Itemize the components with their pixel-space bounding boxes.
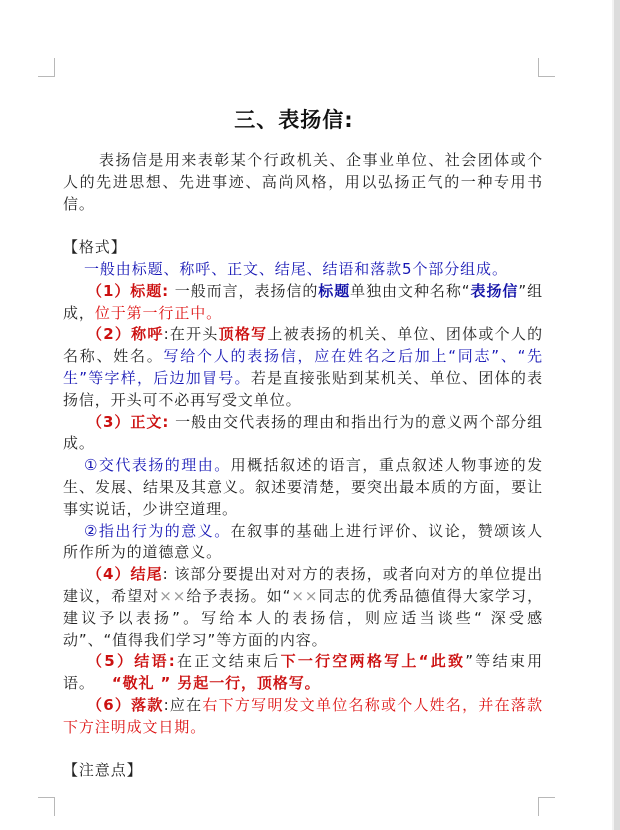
text-run: 一般而言，表扬信的	[169, 281, 319, 300]
section-label: （4）结尾	[87, 565, 163, 584]
page-title: 三、表扬信:	[234, 108, 354, 132]
text-run: ”组成，	[63, 281, 543, 322]
text-run: :应在	[163, 695, 203, 714]
format-summary: 一般由标题、称呼、正文、结尾、结语和落款5个部分组成。	[84, 259, 508, 278]
text-run: 位于第一行正中。	[94, 303, 223, 322]
section-ending	[63, 564, 543, 651]
section-body	[63, 412, 543, 456]
margin-corner-top-right	[538, 58, 555, 77]
text-run: : 该部分要提出对对方的表扬，或者向对方的单位提出建议，希望对	[63, 565, 544, 605]
blank-line	[63, 739, 543, 761]
section-label: （3）正文:	[87, 412, 170, 431]
text-run: 在叙事的基础上进行评价、议论，赞颂该人所作所为的道德意义。	[63, 521, 543, 562]
text-run: 用概括叙述的语言，重点叙述人物事迹的发生、发展、结果及其意义。叙述要清楚，要突出最本质的方面，要让事实说话，少讲空道理。	[63, 456, 543, 518]
text-run: 标题	[318, 281, 351, 300]
placeholder-mark: ××	[291, 586, 319, 605]
text-run: 单独由文种名称“	[350, 281, 471, 300]
text-run: 若是直接张贴到某机关、单位、团体的表扬信，开头可不必再写受文单位。	[63, 368, 544, 409]
section-closing	[63, 651, 543, 695]
text-run: “敬礼 ” 另起一行，顶格写。	[111, 674, 321, 693]
blank-line	[63, 215, 543, 237]
intro-paragraph: 表扬信是用来表彰某个行政机关、企事业单位、社会团体或个人的先进思想、先进事迹、高尚风格，用以弘扬正气的一种专用书信。	[63, 151, 543, 213]
text-run: 顶格写	[218, 325, 268, 344]
margin-corner-bottom-right	[538, 797, 555, 816]
margin-corner-top-left	[38, 58, 55, 77]
text-run: 下一行空两格写上“此致	[280, 652, 466, 671]
text-run: 一般由交代表扬的理由和指出行为的意义两个部分组成。	[63, 412, 543, 453]
text-run: :在开头	[163, 325, 219, 344]
section-label: （6）落款	[87, 695, 164, 714]
notes-heading: 【注意点】	[63, 761, 143, 780]
text-run: ”等结束用语。	[63, 652, 543, 693]
section-title	[63, 281, 543, 325]
body-point-2	[63, 521, 543, 565]
section-label: （1）标题:	[87, 281, 170, 300]
section-label: （5）结语:	[87, 652, 176, 671]
text-run: 写给个人的表扬信，应在姓名之后加上“同志”、“先生”等字样，后边加冒号。	[63, 347, 543, 387]
margin-corner-bottom-left	[38, 797, 55, 816]
section-salutation	[63, 324, 543, 411]
vertical-scrollbar[interactable]	[614, 0, 620, 830]
body-point-1	[63, 455, 543, 520]
text-run: 上被表扬的机关、单位、团体或个人的名称、姓名。	[63, 325, 544, 366]
point-label: ②指出行为的意义。	[84, 521, 231, 540]
document-body	[63, 150, 543, 782]
text-run: 在正文结束后	[175, 652, 281, 671]
point-label: ①交代表扬的理由。	[84, 456, 231, 475]
text-run: 右下方写明发文单位名称或个人姓名，并在落款下方注明成文日期。	[63, 695, 544, 736]
text-run: 表扬信	[470, 281, 519, 300]
section-label: （2）称呼	[87, 325, 164, 344]
text-run: 给予表扬。如“	[186, 586, 292, 605]
section-signature	[63, 695, 543, 739]
placeholder-mark: ××	[159, 586, 187, 605]
format-heading: 【格式】	[63, 238, 127, 257]
text-run: 同志的优秀品德值得大家学习，建议予以表扬”。写给本人的表扬信，则应适当谈些“ 深受感动”、“值得我们学习”等方面的内容。	[63, 586, 543, 649]
